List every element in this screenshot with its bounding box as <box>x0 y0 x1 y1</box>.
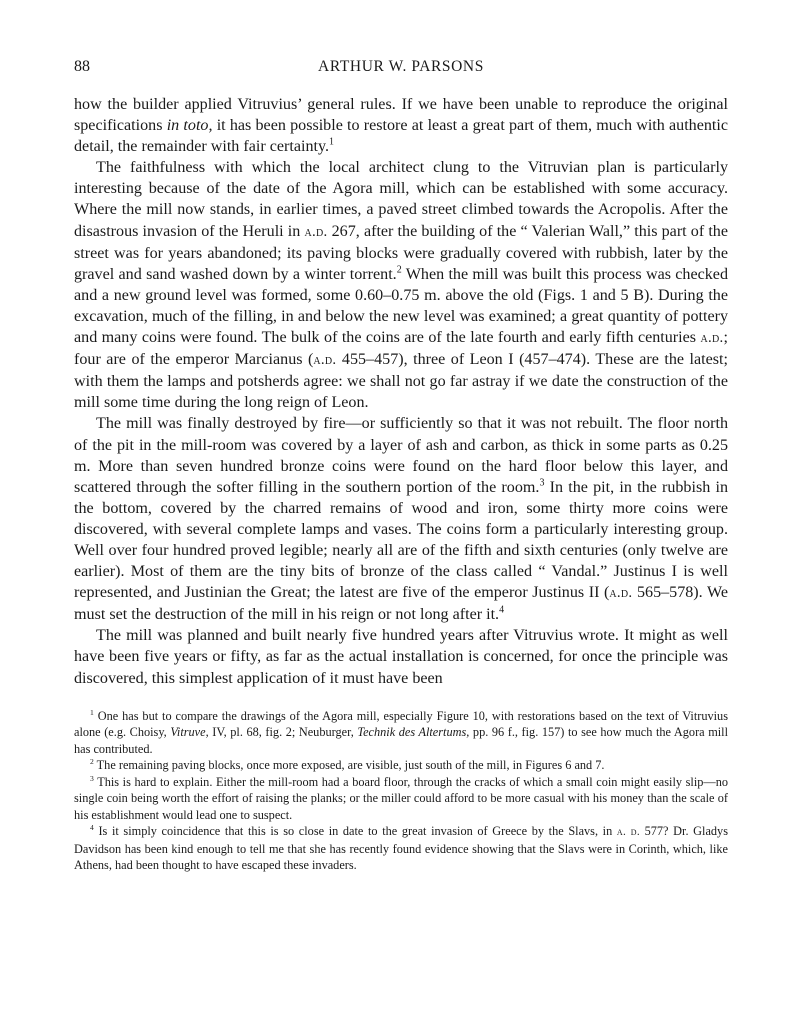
footnote-marker: 3 <box>539 477 545 489</box>
text-run: in toto, <box>166 117 213 135</box>
footnote-marker: 1 <box>90 707 94 717</box>
text-run: a.d. <box>304 223 328 240</box>
footnote <box>74 774 728 824</box>
footnote-marker: 4 <box>90 823 94 833</box>
text-run: This is hard to explain. Either the mill-room had a board floor, through the cracks of which a small coin might easily slip—no single coin being worth the effort of raising the planks; or the miller could afford to be more casual with his money than the scale of his establishment would lead one to suspect. <box>74 774 728 822</box>
text-run: Technik des Altertums, <box>357 725 470 740</box>
text-run: ; four are of the emperor Marcianus ( <box>74 329 728 369</box>
text-run: a.d. <box>609 585 633 602</box>
paragraph <box>74 157 728 413</box>
text-run: The faithfulness with which the local architect clung to the Vitruvian plan is particularly interesting because of the date of the Agora mill, which can be established with some accuracy. Where the mill now stands, in earlier times, a paved street climbed towards the Acropolis. After the disastrous invasion of the Heruli in <box>74 159 728 240</box>
text-run: a. d. <box>616 826 640 839</box>
text-run: a.d. <box>313 352 337 369</box>
text-run: pp. 96 f., fig. 157) to see how much the Agora mill has contributed. <box>74 725 729 756</box>
text-run: 565–578). We must set the destruction of the mill in his reign or not long after it. <box>74 584 728 624</box>
text-run: When the mill was built this process was checked and a new ground level was formed, some 0.60–0.75 m. above the old (Figs. 1 and 5 B). During the excavation, much of the filling, in and below the new level was examined; a great quantity of pottery and many coins were found. The bulk of the coins are of the late fourth and early fifth centuries <box>74 265 728 347</box>
running-head: ARTHUR W. PARSONS <box>318 58 484 75</box>
text-run: 455–457), three of Leon I (457–474). These are the latest; with them the lamps and potsherds agree: we shall not go far astray if we date the construction of the mill some time during the long reign of Leon. <box>74 351 728 412</box>
page-number: 88 <box>74 58 90 75</box>
text-run: The remaining paving blocks, once more exposed, are visible, just south of the mill, in Figures 6 and 7. <box>93 758 605 773</box>
text-run: In the pit, in the rubbish in the bottom, covered by the charred remains of wood and iron, some thirty more coins were discovered, with several complete lamps and vases. The coins form a particularly interesting group. Well over four hundred proved legible; nearly all are of the fifth and sixth centuries (only twelve are earlier). Most of them are the tiny bits of bronze of the class called “ Vandal.” Justinus I is well represented, and Justinian the Great; the latest are five of the emperor Justinus II ( <box>74 478 728 602</box>
page <box>74 58 728 874</box>
text-run: IV, pl. 68, fig. 2; Neuburger, <box>208 725 358 740</box>
body-text <box>74 94 728 689</box>
footnote-marker: 4 <box>499 604 505 616</box>
text-run: The mill was finally destroyed by fire—or sufficiently so that it was not rebuilt. The floor north of the pit in the mill-room was covered by a layer of ash and carbon, as thick in some parts as 0.25 m. More than seven hundred bronze coins were found on the hard floor below this layer, and scattered through the softer filling in the southern portion of the room. <box>74 415 728 496</box>
text-run: Vitruve, <box>170 725 209 740</box>
footnote-marker: 1 <box>329 136 334 148</box>
footnote <box>74 823 728 874</box>
text-run: it has been possible to restore at least a great part of them, much with authentic detail, the remainder with fair certainty. <box>74 117 729 156</box>
paragraph <box>74 94 728 157</box>
paragraph <box>74 625 728 688</box>
footnote-marker: 2 <box>396 264 402 276</box>
footnote <box>74 757 728 774</box>
footnote-marker: 2 <box>90 757 94 767</box>
text-run: One has but to compare the drawings of the Agora mill, especially Figure 10, with restorations based on the text of Vitruvius alone (e.g. Choisy, <box>74 708 728 740</box>
page-header <box>74 58 728 82</box>
text-run: 577? Dr. Gladys Davidson has been kind enough to tell me that she has recently found evidence showing that the Slavs were in Corinth, which, like Athens, had been thought to have escaped these invaders. <box>74 824 728 873</box>
text-run: a.d. <box>700 330 724 347</box>
footnote-marker: 3 <box>90 773 94 783</box>
text-run: 267, after the building of the “ Valerian Wall,” this part of the street was for years abandoned; its paving blocks were gradually covered with rubbish, later by the gravel and sand washed down by a winter torrent. <box>74 222 728 283</box>
paragraph <box>74 413 728 625</box>
text-run: Is it simply coincidence that this is so close in date to the great invasion of Greece by the Slavs, in <box>93 824 617 839</box>
footnotes <box>74 708 728 874</box>
text-run: how the builder applied Vitruvius’ general rules. If we have been unable to reproduce the original specifications <box>74 96 728 135</box>
footnote <box>74 708 728 758</box>
text-run: The mill was planned and built nearly five hundred years after Vitruvius wrote. It might as well have been five years or fifty, as far as the actual installation is concerned, for once the principle was discovered, this simplest application of it must have been <box>74 627 728 687</box>
